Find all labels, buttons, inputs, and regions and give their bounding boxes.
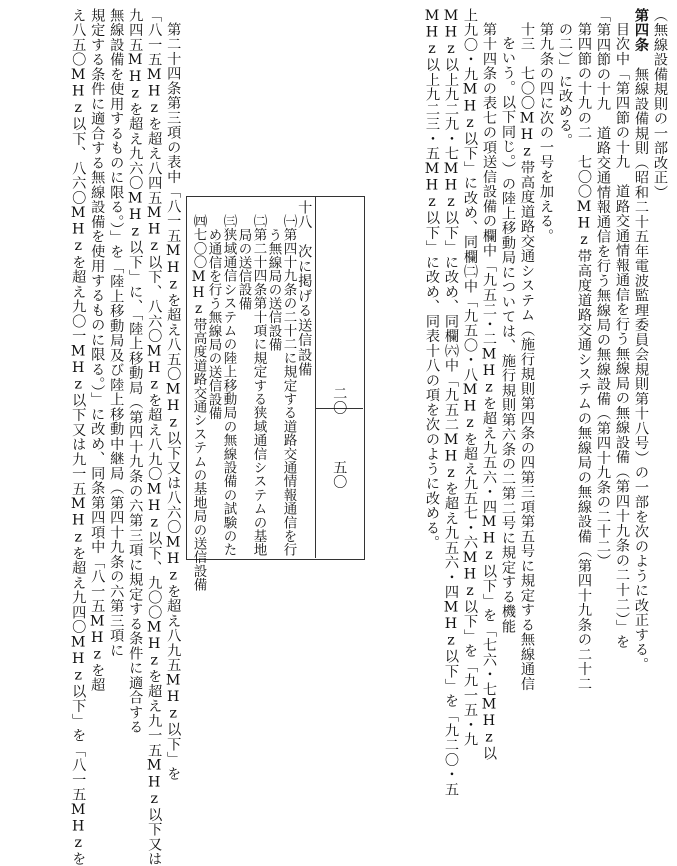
body-line: 「八一五MHzを超え八四五MHz以下、八六〇MHzを超え八九〇MHz以下、九〇〇MHzを超え九一五MHz以下又は [146,8,163,866]
sub-item-number: ㈡ [250,214,267,228]
body-line: え八五〇MHz以下、八六〇MHzを超え九〇一MHz以下又は九一五MHzを超え九四〇MHz以下」を「八一五MHzを [70,8,87,866]
table-sub-item [281,214,295,557]
body-line: 九四五MHzを超え九六〇MHz以下」に、「陸上移動局（第四十九条の六第三項に規定する条件に適合する [127,8,144,735]
table-value-top: 二〇 [331,386,348,416]
body-line: 第十四条の表七の項送信設備の欄中「九五二・二MHzを超え九五六・四MHz以下」を「七六・七MHz以 [481,22,497,761]
body-line: 無線設備規則（昭和二十五年電波監理委員会規則第十八号）の一部を次のように改正する。 [633,52,649,672]
sub-item-text: 狭域通信システムの陸上移動局の無線設備の試験のた [220,227,237,557]
article-title: （無線設備規則の一部改正） [652,8,668,200]
article-label [634,8,648,672]
sub-item-number: ㈠ [280,214,297,228]
table-sub-item [221,214,235,557]
body-line: 「第四節の十九 道路交通情報通信を行う無線局の無線設備（第四十九条の二十二） [595,8,611,569]
table-item-heading [297,200,311,377]
sub-item-text: 七〇〇MHz帯高度道路交通システムの基地局の送信設備 [190,227,207,592]
body-line: の二）」に改める。 [557,22,573,148]
amendment-table-value-divider [315,196,364,558]
body-line: 目次中「第四節の十九 道路交通情報通信を行う無線局の無線設備（第四十九条の二十二）」を [614,22,630,650]
table-sub-item [191,214,205,591]
body-line: 第四節の十九の二 七〇〇MHz帯高度道路交通システムの無線局の無線設備（第四十九条の二十二 [576,22,592,692]
article-number: 第四条 [633,8,649,53]
body-line: 第九条の四に次の一号を加える。 [538,22,554,244]
body-line: 無線設備を使用するものに限る。）」を「陸上移動局及び陸上移動中継局（第四十九条の六第三項に [108,8,125,658]
table-item-lead: 次に掲げる送信設備 [296,229,313,377]
sub-item-text: 第二十四条第十項に規定する狭域通信システムの基地 [250,227,267,557]
sub-item-number: ㈣ [190,214,207,228]
body-line: 上九〇・九MHz以下」に改め、同欄㈡中「九五〇・八MHzを超え九五七・六MHz以下」を「九一五・九 [462,8,478,747]
body-line: 十三 七〇〇MHz帯高度道路交通システム（施行規則第四条の四第三項第五号に規定する無線通信 [519,22,535,692]
body-line: MHz以上九二三・五MHz以下」に改め、同表十八の項を次のように改める。 [424,8,440,550]
body-line: 第二十四条第三項の表中「八一五MHzを超え八五〇MHz以下又は八六〇MHzを超え八九五MHz以下」を [165,22,182,782]
table-sub-item [251,214,265,557]
table-sub-item-continued: 局の送信設備 [235,228,252,311]
body-line: をいう。以下同じ。）の陸上移動局については、施行規則第六条の二第二号に規定する機能 [500,36,516,634]
table-value-bottom: 五〇 [331,460,348,490]
body-line: MHz以上九二九・七MHz以下」に改め、同欄㈥中「九五二MHzを超え九五六・四MHz以下」を「九二〇・五 [443,8,459,797]
sub-item-text: 第四十九条の二十二に規定する道路交通情報通信を行 [280,227,297,557]
sub-item-number: ㈢ [220,214,237,228]
table-sub-item-continued: め通信を行う無線局の送信設備 [205,228,222,420]
body-line: 規定する条件に適合する無線設備を使用するものに限る。）」に改め、同条第四項中「八一五MHzを超 [89,8,106,693]
table-item-number: 十八 [296,200,313,230]
table-sub-item-continued: う無線局の送信設備 [265,228,282,352]
